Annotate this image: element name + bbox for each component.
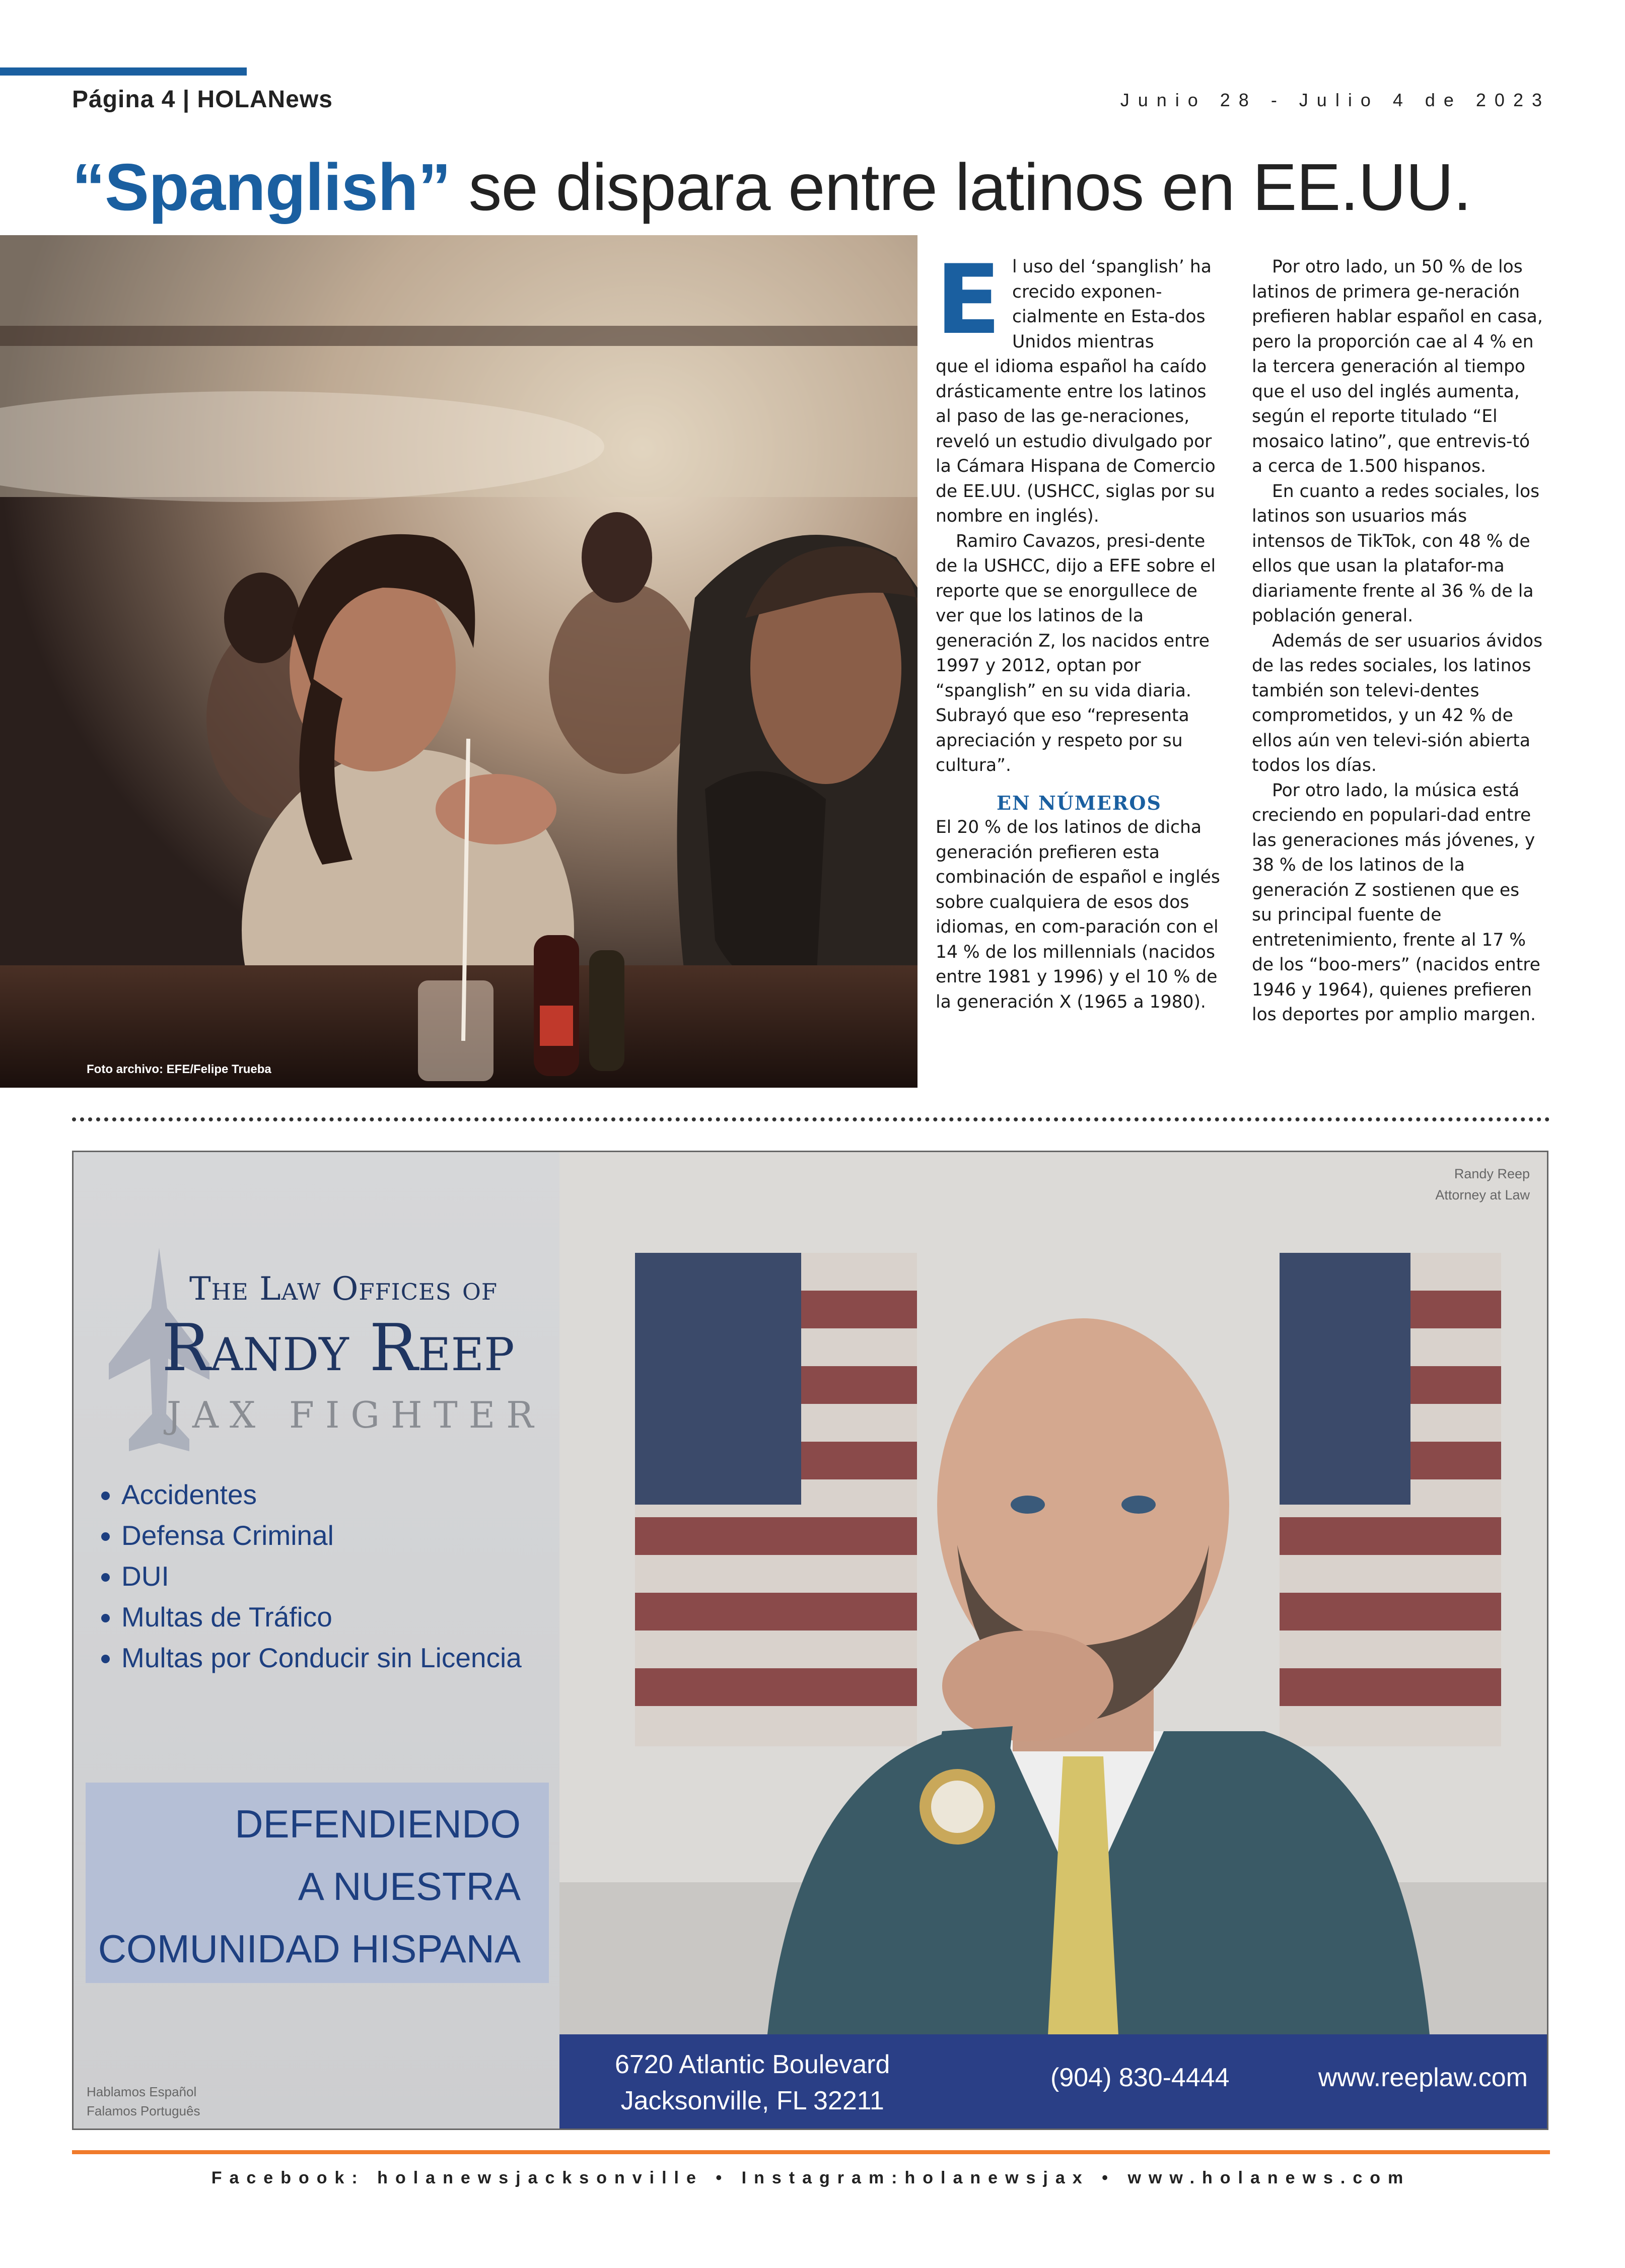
office-address <box>615 2046 890 2119</box>
issue-date: Junio 28 - Julio 4 de 2023 <box>1120 90 1550 110</box>
language-line: Hablamos Español <box>87 2084 197 2099</box>
logo-randy-reep: Randy Reep <box>162 1311 515 1386</box>
section-heading: EN NÚMEROS <box>997 791 1162 814</box>
paragraph-1-rest: que el idioma español ha caído drásticamente entre los latinos al paso de las ge-neraciones, reveló un estudio divulgado por la Cámara Hispana de Comercio de EE.UU. (USHCC, siglas por su nombre en inglés). <box>936 357 1216 526</box>
page-label: Página 4 | HOLANews <box>72 86 333 113</box>
photo-credit: Foto archivo: EFE/Felipe Trueba <box>87 1062 271 1076</box>
paragraph-6: Además de ser usuarios ávidos de las redes sociales, los latinos también son televi-dentes comprometidos, y un 42 % de ellos aún ven televi-sión abierta todos los días. <box>1252 630 1543 775</box>
paragraph-2: Ramiro Cavazos, presi-dente de la USHCC, dijo a EFE sobre el reporte que se enorgullece de ver que los latinos de la generación Z, los nacidos entre 1997 y 2012, optan por “spanglish” en su vida diaria. Subrayó que eso “representa apreciación y respeto por su cultura”. <box>936 531 1216 775</box>
service-item: • Multas por Conducir sin Licencia <box>121 1638 522 1678</box>
attorney-title: Attorney at Law <box>1435 1187 1530 1202</box>
service-item: • Multas de Tráfico <box>121 1597 522 1638</box>
paragraph-1-lead: l uso del ‘spanglish’ ha crecido exponen-cialmente en Esta-dos Unidos mientras <box>1012 257 1212 352</box>
paragraph-4: Por otro lado, un 50 % de los latinos de primera ge-neración prefieren hablar español en casa, pero la proporción cae al 4 % en la tercera generación al tiempo que el uso del inglés aumenta, según el reporte titulado “El mosaico latino”, que entrevis-tó a cerca de 1.500 hispanos. <box>1252 257 1543 476</box>
tagline-line: DEFENDIENDO <box>235 1802 521 1846</box>
service-item: • DUI <box>121 1556 522 1597</box>
address-line-2: Jacksonville, FL 32211 <box>620 2086 884 2115</box>
footer-social-links: Facebook: holanewsjacksonville • Instagram:holanewsjax • www.holanews.com <box>211 2168 1411 2187</box>
languages-note <box>87 2082 200 2120</box>
phone-number[interactable]: (904) 830-4444 <box>1050 2063 1230 2092</box>
article-photo <box>0 235 917 1088</box>
attorney-name: Randy Reep <box>1454 1166 1530 1181</box>
footer-rule <box>72 2150 1550 2154</box>
paragraph-3: El 20 % de los latinos de dicha generación prefieren esta combinación de español e inglés sobre cualquiera de esos dos idiomas, en com-paración con el 14 % de los millennials (nacidos entre 1981 y 1996) y el 10 % de la generación X (1965 a 1980). <box>936 817 1220 1012</box>
attorney-portrait <box>559 1152 1547 2129</box>
attorney-caption <box>1435 1163 1530 1206</box>
article-column-1 <box>936 244 1223 1015</box>
tagline-line: COMUNIDAD HISPANA <box>98 1927 521 1971</box>
law-office-advertisement[interactable] <box>72 1151 1548 2130</box>
contact-bar <box>559 2034 1547 2129</box>
article-column-2 <box>1252 255 1543 1028</box>
article-headline <box>72 147 1471 228</box>
flag-left-icon <box>635 1253 917 1746</box>
headline-rest: se dispara entre latinos en EE.UU. <box>450 150 1471 224</box>
dropcap-letter: E <box>936 244 1001 356</box>
service-item: • Accidentes <box>121 1474 522 1515</box>
tagline-line: A NUESTRA <box>298 1864 521 1908</box>
services-list <box>74 1474 522 1678</box>
logo-jax-fighter: JAX FIGHTER <box>167 1394 545 1436</box>
language-line: Falamos Português <box>87 2103 200 2118</box>
dropcap-block <box>936 244 1223 356</box>
flag-right-icon <box>1280 1253 1501 1746</box>
logo-law-offices-of: The Law Offices of <box>189 1270 498 1308</box>
tagline-text <box>98 1793 521 1980</box>
attorney-photo <box>559 1152 1547 2129</box>
dotted-separator <box>72 1117 1550 1121</box>
paragraph-7: Por otro lado, la música está creciendo en populari-dad entre las generaciones más jóvenes, y 38 % de los latinos de la generación Z sostienen que es su principal fuente de entretenimiento, frente al 17 % de los “boo-mers” (nacidos entre 1946 y 1964), quienes prefieren los deportes por amplio margen. <box>1252 780 1540 1025</box>
address-line-1: 6720 Atlantic Boulevard <box>615 2050 890 2079</box>
tagline-box <box>86 1783 549 1983</box>
ad-left-panel <box>74 1152 559 2129</box>
paragraph-5: En cuanto a redes sociales, los latinos son usuarios más intensos de TikTok, con 48 % de ellos que usan la platafor-ma diariamente frente al 36 % de la población general. <box>1252 481 1540 626</box>
header-accent-rule <box>0 67 247 76</box>
website-link[interactable]: www.reeplaw.com <box>1318 2063 1528 2092</box>
headline-highlight: “Spanglish” <box>72 150 451 224</box>
service-item: • Defensa Criminal <box>121 1515 522 1556</box>
bar-scene-photo <box>0 235 917 1088</box>
